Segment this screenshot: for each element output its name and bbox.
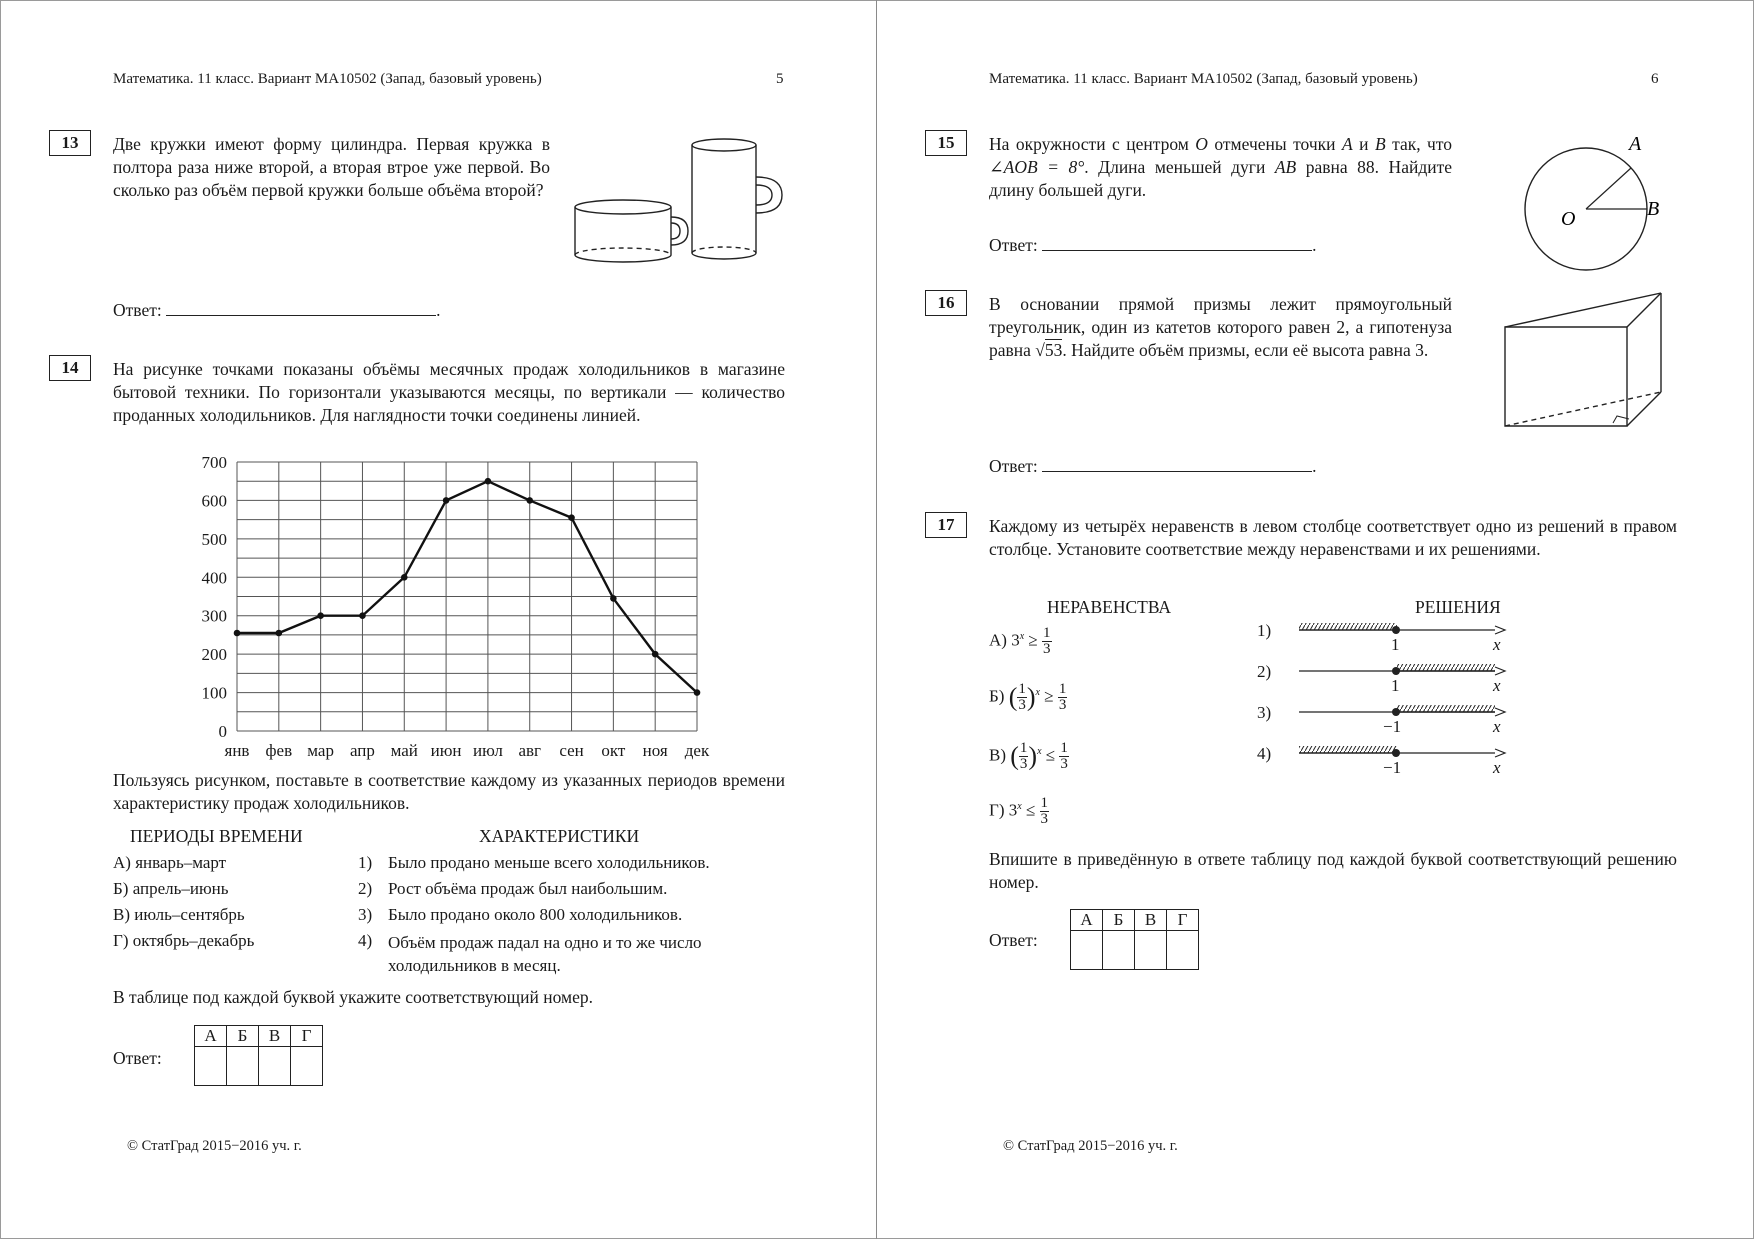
answer-header-v: В	[1135, 910, 1167, 931]
q15-answer-field[interactable]	[1042, 236, 1312, 251]
answer-header-g: Г	[1167, 910, 1199, 931]
inequality-rhs	[1058, 682, 1068, 713]
q15-text-part: отмечены точки	[1214, 134, 1336, 154]
q17-text: Каждому из четырёх неравенств в левом столбце соответствует одно из решений в правом столбце. Установите соответствие между неравенствами и их решениями.	[989, 516, 1677, 559]
inequality-base: 3	[1011, 630, 1020, 650]
y-tick-label: 100	[201, 683, 227, 703]
answer-header-b: Б	[227, 1026, 259, 1047]
period-row	[113, 879, 229, 899]
answer-cell[interactable]	[259, 1047, 291, 1086]
data-point	[485, 478, 492, 485]
y-tick-label: 600	[201, 491, 227, 511]
page-left	[0, 0, 876, 1239]
period-key: В)	[113, 905, 130, 924]
q16-answer	[989, 456, 1316, 477]
q13-text: Две кружки имеют форму цилиндра. Первая кружка в полтора раза ниже второй, а вторая втрое уже первой. Во сколько раз объём первой кружки больше объёма второй?	[113, 134, 550, 200]
answer-cell[interactable]	[195, 1047, 227, 1086]
circle-label-o: O	[1561, 208, 1576, 230]
period-key: Б)	[113, 879, 129, 898]
y-tick-label: 400	[201, 568, 227, 588]
inequality-op: ≥	[1044, 686, 1054, 706]
frac-num: 1	[1019, 740, 1028, 756]
periods-title: ПЕРИОДЫ ВРЕМЕНИ	[130, 826, 303, 846]
x-tick-label: июл	[472, 741, 503, 760]
circle-label-b: B	[1647, 198, 1660, 220]
inequality-exp: x	[1019, 630, 1025, 642]
y-tick-label: 500	[201, 529, 227, 549]
x-tick-label: мар	[307, 741, 334, 760]
page-header: Математика. 11 класс. Вариант МА10502 (Запад, базовый уровень)	[989, 71, 1418, 87]
characteristic-key: 2)	[358, 879, 373, 898]
solutions-title: РЕШЕНИЯ	[1415, 597, 1501, 617]
period-key: А)	[113, 853, 131, 872]
period-row	[113, 905, 245, 925]
q16-text-part: . Найдите объём призмы, если её высота равна 3.	[1062, 340, 1429, 360]
q15-answer-label: Ответ:	[989, 235, 1038, 255]
period-text: октябрь–декабрь	[132, 931, 255, 950]
data-point	[610, 595, 617, 602]
data-point	[568, 514, 575, 521]
q15-text-part: и	[1359, 134, 1369, 154]
copyright-footer: © СтатГрад 2015−2016 уч. г.	[127, 1138, 302, 1154]
sqrt-expression: √53	[1035, 340, 1063, 360]
answer-header-a: А	[195, 1026, 227, 1047]
answer-header-g: Г	[291, 1026, 323, 1047]
inequality-exp: x	[1035, 686, 1040, 698]
characteristic-key: 4)	[358, 931, 373, 950]
x-tick-label: июн	[430, 741, 462, 760]
q15-answer	[989, 235, 1316, 256]
period-text: апрель–июнь	[132, 879, 229, 898]
y-tick-label: 200	[201, 645, 227, 665]
q15-text-part: равна 88. Найдите длину большей дуги.	[989, 157, 1453, 200]
period-row	[113, 853, 226, 873]
solution-var: x	[1493, 635, 1501, 654]
inequality-rhs	[1040, 796, 1050, 827]
frac-num: 1	[1040, 795, 1049, 811]
data-point	[694, 689, 701, 696]
solution-point: 1	[1391, 635, 1400, 654]
characteristic-text: Рост объёма продаж был наибольшим.	[388, 879, 668, 898]
copyright-footer: © СтатГрад 2015−2016 уч. г.	[1003, 1138, 1178, 1154]
q13-answer	[113, 300, 440, 321]
q17-instruction: Впишите в приведённую в ответе таблицу под каждой буквой соответствующий решению номер.	[989, 849, 1677, 892]
frac-den: 3	[1018, 697, 1026, 713]
q15-answer-end: .	[1312, 235, 1317, 255]
circle-figure	[1517, 130, 1667, 278]
inequality-key: В)	[989, 745, 1006, 765]
frac-num: 1	[1018, 681, 1026, 697]
answer-cell[interactable]	[227, 1047, 259, 1086]
q16-text-part: В основании прямой призмы лежит прямоугольный треугольник, один из катетов которого равен 2, а гипотенуза равна	[989, 294, 1452, 360]
characteristic-text: Объём продаж падал на одно и то же число холодильников в месяц.	[388, 933, 702, 975]
solution-var: x	[1493, 758, 1501, 777]
q14-answer-table	[194, 1025, 323, 1086]
x-tick-label: окт	[601, 741, 626, 760]
period-text: июль–сентябрь	[134, 905, 245, 924]
q13-answer-label: Ответ:	[113, 300, 162, 320]
q15-angle: ∠AOB = 8°	[989, 157, 1085, 177]
page-header: Математика. 11 класс. Вариант МА10502 (Запад, базовый уровень)	[113, 71, 542, 87]
solutions-figure	[1257, 618, 1517, 778]
inequality-op: ≤	[1045, 745, 1056, 765]
question-number-13: 13	[49, 130, 91, 156]
x-tick-label: авг	[518, 741, 542, 760]
data-point	[652, 651, 659, 658]
q14-answer-label: Ответ:	[113, 1048, 162, 1068]
q15-text-part: так, что	[1392, 134, 1453, 154]
q15-text	[989, 133, 1452, 202]
question-number-14: 14	[49, 355, 91, 381]
q16-answer-end: .	[1312, 456, 1317, 476]
inequality-row: В) ( $\frac{1}{3}$ )$^x$ ≤ $\frac{1}{3}$	[989, 740, 1068, 772]
frac-den: 3	[1019, 756, 1028, 772]
frac-den: 3	[1058, 697, 1067, 713]
x-tick-label: сен	[559, 741, 584, 760]
inequality-op: ≤	[1025, 800, 1036, 820]
characteristic-key: 3)	[358, 905, 373, 924]
characteristic-key: 1)	[358, 853, 373, 872]
inequality-base-frac	[1019, 741, 1029, 772]
frac-num: 1	[1043, 625, 1051, 641]
x-tick-label: май	[390, 741, 418, 760]
x-tick-label: ноя	[642, 741, 668, 760]
page-number: 6	[1651, 71, 1659, 87]
solution-var: x	[1493, 676, 1501, 695]
inequality-rhs	[1059, 741, 1069, 772]
solution-key: 1)	[1257, 621, 1272, 640]
inequality-exp: x	[1017, 800, 1022, 812]
y-tick-label: 700	[201, 453, 227, 472]
solution-var: x	[1493, 717, 1501, 736]
solution-key: 2)	[1257, 662, 1272, 681]
answer-cell[interactable]	[1071, 931, 1103, 970]
data-point	[359, 612, 366, 619]
q17-answer-table	[1070, 909, 1199, 970]
frac-num: 1	[1060, 740, 1068, 756]
inequality-key: Г)	[989, 800, 1005, 820]
q15-text-part: На окружности с центром	[989, 134, 1189, 154]
q15-arc-ab: AB	[1274, 157, 1297, 177]
answer-cell[interactable]	[1135, 931, 1167, 970]
data-point	[401, 574, 408, 581]
data-point	[526, 497, 533, 504]
q16-text	[989, 293, 1452, 362]
characteristic-text: Было продано меньше всего холодильников.	[388, 853, 710, 872]
inequality-base-frac	[1017, 682, 1027, 713]
q14-instruction: Пользуясь рисунком, поставьте в соответствие каждому из указанных периодов времени характеристику продаж холодильников.	[113, 770, 785, 813]
q15-var-b: B	[1374, 134, 1386, 154]
answer-cell[interactable]	[1103, 931, 1135, 970]
series-line	[237, 481, 697, 692]
inequality-exp: x	[1037, 745, 1042, 757]
q14-text: На рисунке точками показаны объёмы месячных продаж холодильников в магазине бытовой техники. По горизонтали указываются месяцы, по вертикали — количество проданных холодильников. Для наглядности точки соединены линией.	[113, 359, 785, 425]
characteristic-text: Было продано около 800 холодильников.	[388, 905, 683, 924]
solution-key: 3)	[1257, 703, 1272, 722]
q14-table-instruction: В таблице под каждой буквой укажите соответствующий номер.	[113, 987, 593, 1007]
inequality-base: 3	[1008, 800, 1018, 820]
data-point	[234, 630, 241, 637]
inequality-row	[989, 796, 1049, 827]
answer-cell[interactable]	[1167, 931, 1199, 970]
period-text: январь–март	[135, 853, 227, 872]
frac-den: 3	[1060, 756, 1068, 772]
frac-den: 3	[1040, 811, 1049, 827]
answer-cell[interactable]	[291, 1047, 323, 1086]
answer-header-b: Б	[1103, 910, 1135, 931]
x-tick-label: фев	[265, 741, 293, 760]
page-right	[877, 0, 1754, 1239]
inequalities-title: НЕРАВЕНСТВА	[1047, 597, 1172, 617]
solution-point: −1	[1383, 758, 1402, 777]
q13-answer-field[interactable]	[166, 301, 436, 316]
inequality-rhs	[1042, 626, 1052, 657]
frac-den: 3	[1043, 641, 1051, 657]
inequality-row: Б) ( $\frac{1}{3}$ )$^x$ ≥ $\frac{1}{3}$	[989, 681, 1067, 713]
solution-point: −1	[1383, 717, 1402, 736]
data-point	[317, 612, 324, 619]
characteristics-title: ХАРАКТЕРИСТИКИ	[479, 826, 640, 846]
question-number-15: 15	[925, 130, 967, 156]
q16-answer-label: Ответ:	[989, 456, 1038, 476]
answer-header-a: А	[1071, 910, 1103, 931]
y-tick-label: 300	[201, 606, 227, 626]
mugs-figure	[570, 135, 786, 265]
inequality-row	[989, 626, 1052, 657]
q15-var-o: O	[1195, 134, 1208, 154]
circle-label-a: A	[1629, 133, 1642, 155]
y-tick-label: 0	[218, 722, 227, 741]
x-tick-label: янв	[224, 741, 250, 760]
period-key: Г)	[113, 931, 129, 950]
q13-answer-end: .	[436, 300, 441, 320]
q16-answer-field[interactable]	[1042, 457, 1312, 472]
answer-header-v: В	[259, 1026, 291, 1047]
frac-num: 1	[1058, 681, 1067, 697]
sqrt-value: 53	[1044, 340, 1063, 360]
q17-answer-label: Ответ:	[989, 930, 1038, 950]
inequality-key: Б)	[989, 686, 1005, 706]
q15-var-a: A	[1341, 134, 1353, 154]
data-point	[276, 630, 283, 637]
q15-text-part: . Длина меньшей дуги	[1084, 157, 1266, 177]
page-number: 5	[776, 71, 784, 87]
data-point	[443, 497, 450, 504]
sales-chart	[185, 452, 730, 767]
question-number-17: 17	[925, 512, 967, 538]
prism-figure	[1501, 288, 1671, 433]
period-row	[113, 931, 254, 951]
inequality-op: ≥	[1028, 630, 1038, 650]
solution-point: 1	[1391, 676, 1400, 695]
solution-key: 4)	[1257, 744, 1272, 763]
inequality-key: А)	[989, 630, 1007, 650]
x-tick-label: дек	[684, 741, 710, 760]
x-tick-label: апр	[349, 741, 375, 760]
question-number-16: 16	[925, 290, 967, 316]
